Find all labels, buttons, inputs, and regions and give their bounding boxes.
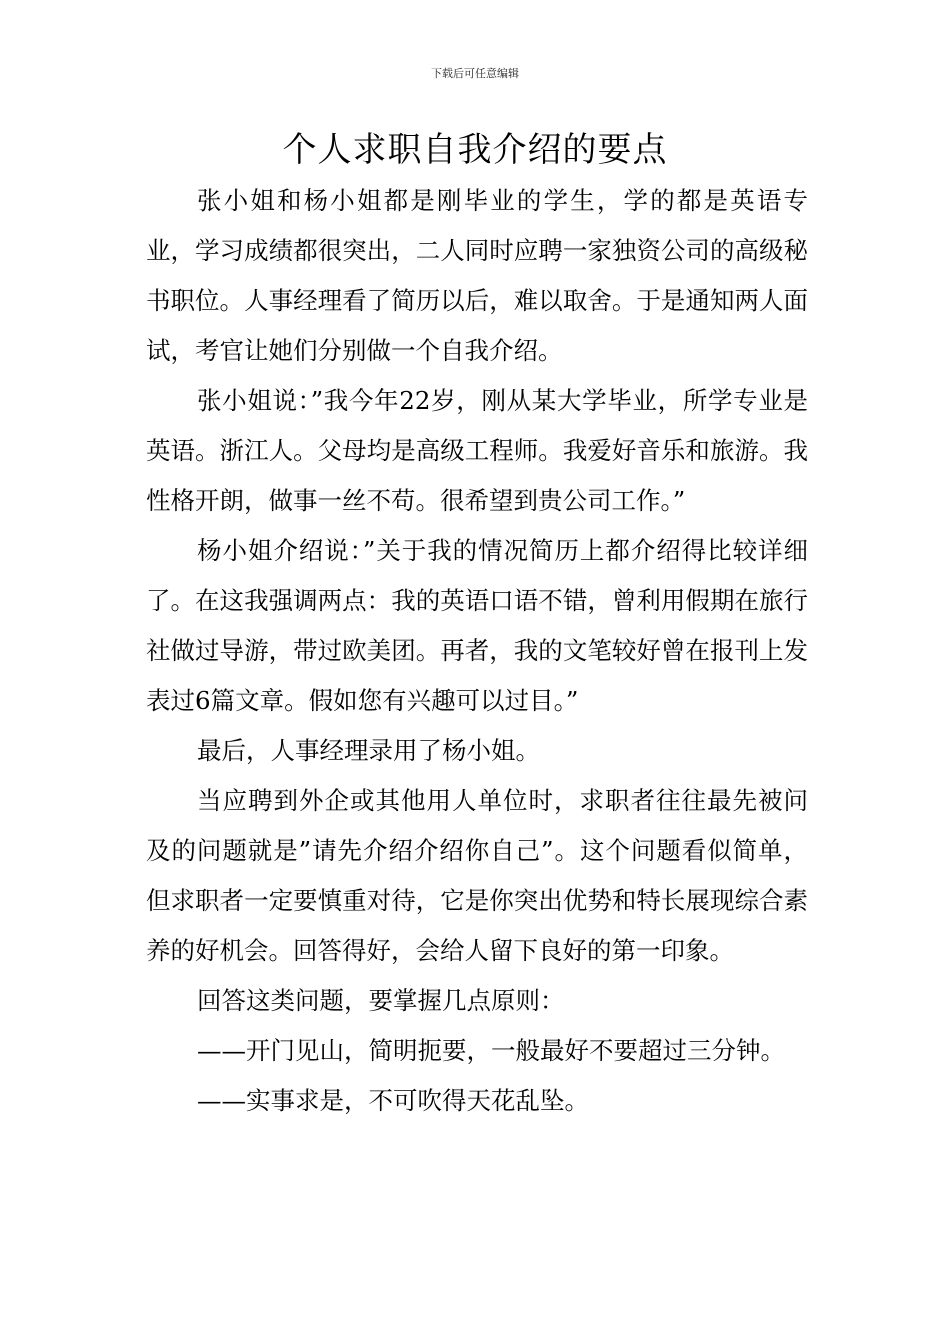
paragraph: 张小姐说：”我今年22岁，刚从某大学毕业，所学专业是英语。浙江人。父母均是高级工程师。我爱好音乐和旅游。我性格开朗，做事一丝不苟。很希望到贵公司工作。” (146, 386, 808, 515)
paragraph: 回答这类问题，要掌握几点原则： (197, 986, 565, 1015)
paragraph: 张小姐和杨小姐都是刚毕业的学生，学的都是英语专业，学习成绩都很突出，二人同时应聘一家独资公司的高级秘书职位。人事经理看了简历以后，难以取舍。于是通知两人面试，考官让她们分别做一个自我介绍。 (146, 186, 808, 365)
document-title: 个人求职自我介绍的要点 (282, 130, 668, 170)
paragraph: ——实事求是，不可吹得天花乱坠。 (197, 1086, 589, 1115)
document-body (146, 176, 808, 1126)
page-header-note: 下载后可任意编辑 (431, 67, 519, 80)
paragraph: 当应聘到外企或其他用人单位时，求职者往往最先被问及的问题就是”请先介绍介绍你自己”。这个问题看似简单，但求职者一定要慎重对待，它是你突出优势和特长展现综合素养的好机会。回答得好，会给人留下良好的第一印象。 (146, 786, 808, 965)
paragraph: 最后，人事经理录用了杨小姐。 (197, 736, 540, 765)
paragraph: ——开门见山，简明扼要，一般最好不要超过三分钟。 (197, 1036, 785, 1065)
paragraph: 杨小姐介绍说：”关于我的情况简历上都介绍得比较详细了。在这我强调两点：我的英语口语不错，曾利用假期在旅行社做过导游，带过欧美团。再者，我的文笔较好曾在报刊上发表过6篇文章。假如您有兴趣可以过目。” (146, 536, 808, 715)
